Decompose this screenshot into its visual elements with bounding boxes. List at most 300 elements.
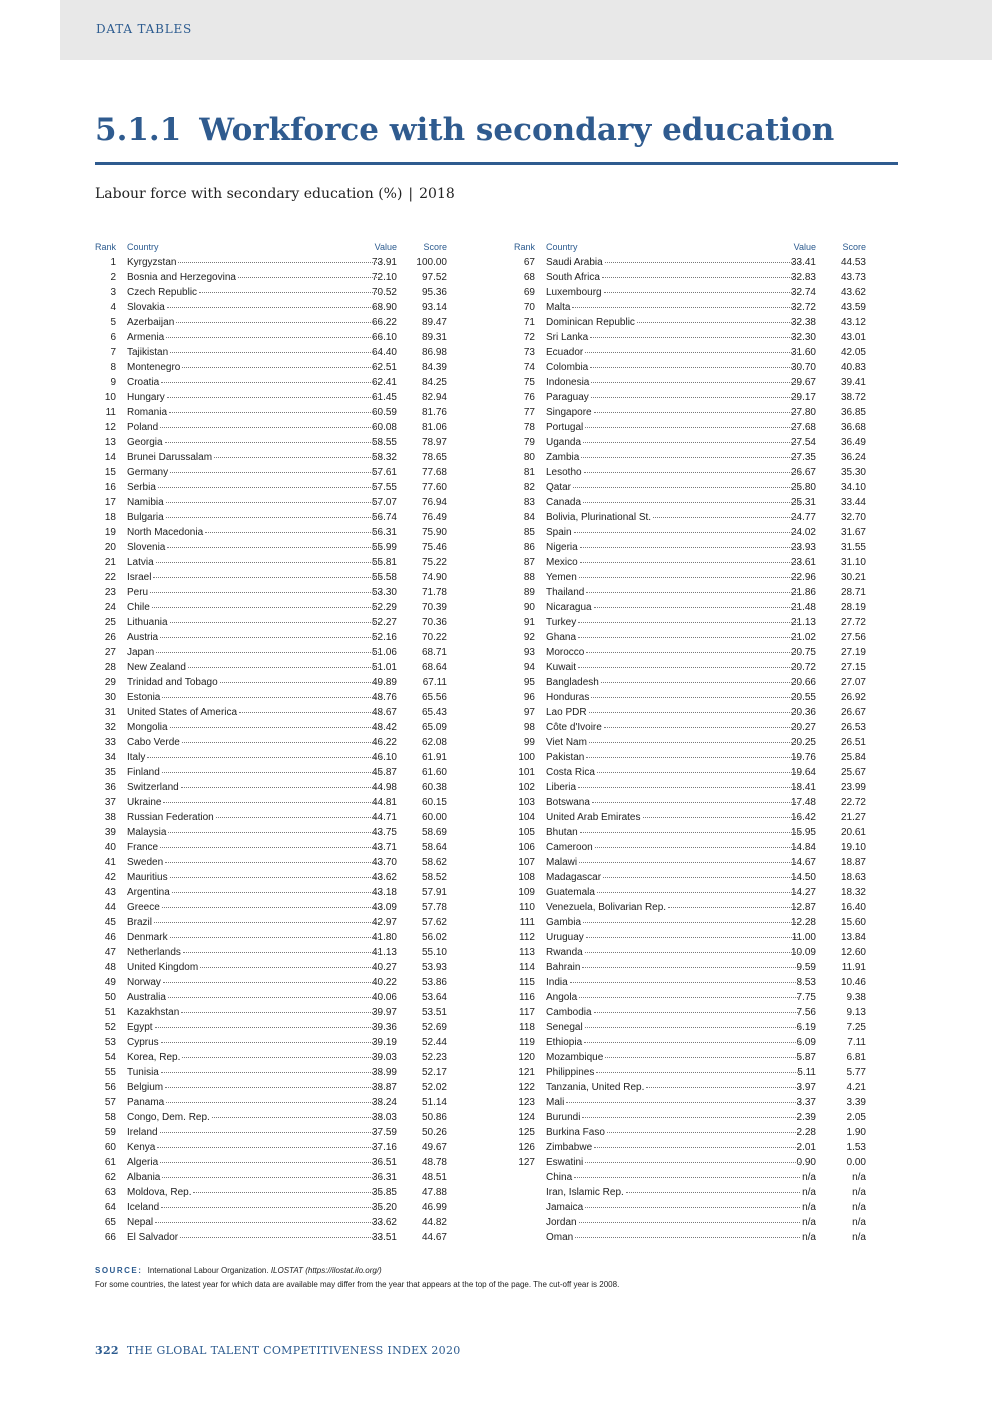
table-row: [90, 420, 447, 435]
value-cell: 43.70: [371, 857, 397, 868]
country-name: Liberia: [546, 782, 577, 793]
table-row: [90, 750, 447, 765]
country-cell: [546, 495, 801, 510]
rank-cell: 61: [104, 1157, 116, 1168]
table-row: [509, 1005, 866, 1020]
table-row: [90, 690, 447, 705]
dot-leader: [156, 562, 381, 563]
rank-cell: 55: [104, 1067, 116, 1078]
dot-leader: [168, 832, 381, 833]
value-cell: 38.24: [371, 1097, 397, 1108]
value-cell: n/a: [802, 1217, 816, 1228]
value-cell: 40.27: [371, 962, 397, 973]
rank-cell: 70: [523, 302, 535, 313]
table-row: [90, 975, 447, 990]
score-cell: 67.11: [422, 677, 447, 688]
country-name: Bangladesh: [546, 677, 599, 688]
country-cell: [546, 630, 801, 645]
rank-cell: 92: [523, 632, 535, 643]
country-name: Tajikistan: [127, 347, 169, 358]
table-row: [509, 1050, 866, 1065]
rank-cell: 98: [523, 722, 535, 733]
value-cell: 2.01: [796, 1142, 816, 1153]
table-row: [90, 510, 447, 525]
country-cell: [127, 660, 382, 675]
dot-leader: [170, 727, 381, 728]
country-name: Croatia: [127, 377, 160, 388]
table-row: [509, 1080, 866, 1095]
rank-cell: 38: [104, 812, 116, 823]
country-cell: [127, 345, 382, 360]
value-cell: 14.50: [790, 872, 816, 883]
score-cell: 2.05: [846, 1112, 866, 1123]
country-cell: [546, 1215, 801, 1230]
score-cell: 43.12: [840, 317, 866, 328]
score-cell: 50.26: [421, 1127, 447, 1138]
country-cell: [127, 1020, 382, 1035]
country-name: Korea, Rep.: [127, 1052, 181, 1063]
dot-leader: [168, 997, 381, 998]
country-name: Angola: [546, 992, 578, 1003]
country-cell: [127, 915, 382, 930]
country-cell: [127, 1095, 382, 1110]
rank-cell: 3: [110, 287, 116, 298]
rank-cell: 67: [523, 257, 535, 268]
table-row: [509, 585, 866, 600]
country-cell: [546, 1050, 801, 1065]
title-text: Workforce with secondary education: [199, 112, 835, 148]
country-name: Estonia: [127, 692, 161, 703]
score-cell: 26.92: [840, 692, 866, 703]
table-row: [509, 780, 866, 795]
table-row: [509, 435, 866, 450]
country-cell: [127, 825, 382, 840]
value-cell: 27.80: [790, 407, 816, 418]
score-cell: 75.46: [421, 542, 447, 553]
rank-cell: 53: [104, 1037, 116, 1048]
score-cell: 23.99: [840, 782, 866, 793]
table-row: [90, 930, 447, 945]
table-row: [509, 255, 866, 270]
score-cell: 81.76: [421, 407, 447, 418]
value-cell: 43.62: [371, 872, 397, 883]
country-cell: [127, 300, 382, 315]
country-cell: [546, 600, 801, 615]
score-cell: 71.78: [421, 587, 447, 598]
country-name: Egypt: [127, 1022, 153, 1033]
dot-leader: [585, 427, 800, 428]
country-cell: [127, 870, 382, 885]
country-cell: [127, 525, 382, 540]
dot-leader: [605, 1057, 800, 1058]
country-cell: [546, 330, 801, 345]
rank-cell: 63: [104, 1187, 116, 1198]
value-cell: 44.81: [371, 797, 397, 808]
country-cell: [546, 450, 801, 465]
rank-cell: 8: [110, 362, 116, 373]
country-cell: [127, 690, 382, 705]
value-cell: 41.13: [371, 947, 397, 958]
value-cell: 43.09: [371, 902, 397, 913]
rank-cell: 27: [104, 647, 116, 658]
dot-leader: [153, 577, 381, 578]
score-header: Score: [842, 242, 866, 252]
rank-cell: 89: [523, 587, 535, 598]
country-name: Kenya: [127, 1142, 156, 1153]
country-cell: [546, 480, 801, 495]
table-row: [509, 1065, 866, 1080]
rank-cell: 114: [519, 962, 535, 973]
table-header: [90, 242, 447, 255]
table-row: [90, 720, 447, 735]
dot-leader: [200, 967, 381, 968]
country-name: Luxembourg: [546, 287, 602, 298]
table-row: [509, 990, 866, 1005]
value-cell: 2.28: [796, 1127, 816, 1138]
table-row: [509, 735, 866, 750]
table-row: [90, 990, 447, 1005]
value-cell: 37.59: [371, 1127, 397, 1138]
dot-leader: [590, 367, 800, 368]
source-url: (https://ilostat.ilo.org/): [305, 1266, 382, 1275]
value-cell: 57.07: [371, 497, 397, 508]
country-cell: [127, 1035, 382, 1050]
dot-leader: [162, 697, 381, 698]
score-cell: 70.36: [421, 617, 447, 628]
table-row: [509, 705, 866, 720]
value-cell: 35.85: [371, 1187, 397, 1198]
value-cell: 17.48: [790, 797, 816, 808]
value-cell: 5.87: [796, 1052, 816, 1063]
rank-cell: 91: [523, 617, 535, 628]
score-cell: 65.43: [421, 707, 447, 718]
rank-cell: 54: [104, 1052, 116, 1063]
dot-leader: [586, 652, 800, 653]
value-cell: 40.22: [371, 977, 397, 988]
dot-leader: [176, 322, 381, 323]
dot-leader: [160, 847, 381, 848]
country-name: Cyprus: [127, 1037, 159, 1048]
country-name: Qatar: [546, 482, 572, 493]
score-cell: 30.21: [840, 572, 866, 583]
value-cell: 31.60: [790, 347, 816, 358]
country-name: Malaysia: [127, 827, 167, 838]
dot-leader: [167, 307, 381, 308]
country-name: Georgia: [127, 437, 163, 448]
rank-cell: 78: [523, 422, 535, 433]
score-cell: 27.19: [840, 647, 866, 658]
country-cell: [546, 750, 801, 765]
table-row: [90, 915, 447, 930]
dot-leader: [585, 1207, 800, 1208]
table-row: [90, 435, 447, 450]
score-cell: 93.14: [421, 302, 447, 313]
country-name: Brunei Darussalam: [127, 452, 213, 463]
table-row: [90, 330, 447, 345]
title-rule: [95, 162, 898, 165]
country-cell: [127, 990, 382, 1005]
country-cell: [127, 975, 382, 990]
dot-leader: [160, 1132, 381, 1133]
country-name: Sri Lanka: [546, 332, 589, 343]
country-cell: [546, 690, 801, 705]
dot-leader: [582, 967, 800, 968]
score-cell: 19.10: [840, 842, 866, 853]
table-row: [90, 600, 447, 615]
dot-leader: [589, 742, 800, 743]
score-cell: 22.72: [840, 797, 866, 808]
table-row: [90, 540, 447, 555]
table-row: [90, 1050, 447, 1065]
score-cell: 31.55: [840, 542, 866, 553]
country-cell: [546, 255, 801, 270]
score-cell: 18.87: [840, 857, 866, 868]
country-cell: [127, 330, 382, 345]
score-cell: 36.85: [840, 407, 866, 418]
rank-cell: 33: [104, 737, 116, 748]
country-cell: [127, 960, 382, 975]
score-cell: 43.73: [840, 272, 866, 283]
score-cell: n/a: [852, 1187, 866, 1198]
country-cell: [127, 495, 382, 510]
score-cell: 34.10: [840, 482, 866, 493]
table-row: [509, 870, 866, 885]
dot-leader: [579, 1222, 800, 1223]
country-cell: [127, 1110, 382, 1125]
value-cell: 33.62: [371, 1217, 397, 1228]
country-name: Slovenia: [127, 542, 166, 553]
rank-cell: 100: [518, 752, 535, 763]
rank-cell: 13: [104, 437, 116, 448]
score-cell: 20.61: [840, 827, 866, 838]
country-name: Slovakia: [127, 302, 165, 313]
country-name: Tunisia: [127, 1067, 159, 1078]
dot-leader: [585, 1162, 800, 1163]
score-cell: 75.90: [421, 527, 447, 538]
score-cell: 38.72: [840, 392, 866, 403]
table-row: [90, 840, 447, 855]
subtitle-separator: |: [408, 186, 414, 202]
country-cell: [546, 420, 801, 435]
country-cell: [127, 645, 382, 660]
country-cell: [546, 885, 801, 900]
country-name: Canada: [546, 497, 582, 508]
dot-leader: [597, 772, 800, 773]
table-row: [90, 1095, 447, 1110]
score-cell: 57.62: [421, 917, 447, 928]
dot-leader: [154, 922, 381, 923]
value-cell: 66.22: [371, 317, 397, 328]
header-band: [60, 0, 992, 60]
rank-cell: 77: [523, 407, 535, 418]
table-row: [90, 570, 447, 585]
value-cell: 44.71: [371, 812, 397, 823]
country-name: Australia: [127, 992, 166, 1003]
value-cell: 2.39: [796, 1112, 816, 1123]
country-cell: [546, 465, 801, 480]
country-cell: [546, 270, 801, 285]
dot-leader: [166, 1102, 381, 1103]
country-cell: [127, 450, 382, 465]
table-row: [90, 495, 447, 510]
country-name: Oman: [546, 1232, 574, 1243]
score-cell: 65.56: [421, 692, 447, 703]
table-row: [509, 750, 866, 765]
rank-cell: 37: [104, 797, 116, 808]
score-cell: 97.52: [421, 272, 447, 283]
dot-leader: [158, 487, 381, 488]
score-cell: 68.71: [421, 647, 447, 658]
country-cell: [127, 600, 382, 615]
country-name: Botswana: [546, 797, 590, 808]
table-row: [90, 1140, 447, 1155]
country-cell: [546, 765, 801, 780]
dot-leader: [583, 922, 800, 923]
score-cell: 76.49: [421, 512, 447, 523]
rank-cell: 108: [518, 872, 535, 883]
table-row: [509, 300, 866, 315]
country-cell: [127, 780, 382, 795]
value-cell: 5.11: [797, 1067, 816, 1078]
country-cell: [127, 435, 382, 450]
score-cell: 47.88: [421, 1187, 447, 1198]
rank-cell: 51: [104, 1007, 116, 1018]
dot-leader: [214, 457, 381, 458]
country-name: Algeria: [127, 1157, 159, 1168]
rank-cell: 110: [519, 902, 535, 913]
dot-leader: [573, 487, 800, 488]
table-row: [90, 345, 447, 360]
dot-leader: [594, 412, 800, 413]
score-cell: 10.46: [840, 977, 866, 988]
country-name: Bosnia and Herzegovina: [127, 272, 236, 283]
dot-leader: [162, 907, 381, 908]
dot-leader: [586, 937, 800, 938]
value-cell: 15.95: [790, 827, 816, 838]
country-name: Gambia: [546, 917, 582, 928]
score-cell: 33.44: [840, 497, 866, 508]
score-cell: 58.52: [421, 872, 447, 883]
source-line: [95, 1266, 382, 1275]
value-cell: 56.31: [371, 527, 397, 538]
value-cell: 27.54: [790, 437, 816, 448]
dot-leader: [596, 1072, 800, 1073]
country-cell: [546, 660, 801, 675]
country-name: Nepal: [127, 1217, 154, 1228]
rank-cell: 127: [518, 1157, 535, 1168]
rank-cell: 112: [519, 932, 535, 943]
score-cell: 5.77: [846, 1067, 866, 1078]
dot-leader: [182, 1057, 381, 1058]
score-cell: 84.39: [421, 362, 447, 373]
table-row: [509, 1215, 866, 1230]
score-cell: 65.09: [421, 722, 447, 733]
country-name: Yemen: [546, 572, 577, 583]
table-row: [509, 675, 866, 690]
table-body-right: [509, 255, 866, 1245]
country-name: Mongolia: [127, 722, 168, 733]
table-row: [90, 675, 447, 690]
score-cell: 9.13: [846, 1007, 866, 1018]
value-cell: 66.10: [371, 332, 397, 343]
country-cell: [127, 705, 382, 720]
rank-cell: 93: [523, 647, 535, 658]
score-cell: 43.01: [840, 332, 866, 343]
rank-cell: 69: [523, 287, 535, 298]
rank-cell: 50: [104, 992, 116, 1003]
score-cell: 51.14: [421, 1097, 447, 1108]
dot-leader: [578, 622, 800, 623]
score-cell: 40.83: [840, 362, 866, 373]
country-cell: [546, 1170, 801, 1185]
source-note: For some countries, the latest year for which data are available may differ from the year that appears at the top of the page. The cut-off year is 2008.: [95, 1280, 620, 1289]
table-row: [90, 1005, 447, 1020]
table-row: [509, 795, 866, 810]
table-row: [509, 825, 866, 840]
table-row: [90, 660, 447, 675]
value-cell: 19.76: [790, 752, 816, 763]
country-cell: [127, 1140, 382, 1155]
value-cell: 48.76: [371, 692, 397, 703]
country-name: United Arab Emirates: [546, 812, 641, 823]
table-row: [90, 900, 447, 915]
score-cell: 0.00: [846, 1157, 866, 1168]
value-cell: 20.55: [790, 692, 816, 703]
table-row: [509, 1155, 866, 1170]
table-row: [90, 1200, 447, 1215]
country-name: Congo, Dem. Rep.: [127, 1112, 210, 1123]
value-cell: 36.51: [371, 1157, 397, 1168]
country-name: Bhutan: [546, 827, 578, 838]
value-cell: 57.55: [371, 482, 397, 493]
value-cell: 29.67: [790, 377, 816, 388]
country-cell: [546, 345, 801, 360]
page-footer: [95, 1344, 461, 1357]
country-name: Serbia: [127, 482, 156, 493]
dot-leader: [188, 667, 381, 668]
value-cell: 36.31: [371, 1172, 397, 1183]
country-cell: [546, 990, 801, 1005]
score-cell: n/a: [852, 1202, 866, 1213]
value-cell: 52.16: [371, 632, 397, 643]
country-name: Bahrain: [546, 962, 581, 973]
dot-leader: [178, 262, 381, 263]
score-cell: 68.64: [421, 662, 447, 673]
dot-leader: [591, 697, 800, 698]
rank-cell: 29: [104, 677, 116, 688]
country-name: Honduras: [546, 692, 590, 703]
table-right-column: [509, 242, 866, 1245]
dot-leader: [566, 1102, 800, 1103]
country-name: Costa Rica: [546, 767, 595, 778]
country-name: Romania: [127, 407, 168, 418]
rank-cell: 49: [104, 977, 116, 988]
score-cell: n/a: [852, 1172, 866, 1183]
country-name: Iceland: [127, 1202, 160, 1213]
table-row: [509, 1200, 866, 1215]
score-cell: 60.15: [421, 797, 447, 808]
dot-leader: [193, 1192, 381, 1193]
country-cell: [546, 870, 801, 885]
score-cell: 39.41: [840, 377, 866, 388]
rank-cell: 115: [519, 977, 535, 988]
score-cell: 27.15: [840, 662, 866, 673]
dot-leader: [166, 517, 381, 518]
country-cell: [546, 1005, 801, 1020]
rank-cell: 15: [104, 467, 116, 478]
table-row: [90, 300, 447, 315]
country-name: Czech Republic: [127, 287, 198, 298]
